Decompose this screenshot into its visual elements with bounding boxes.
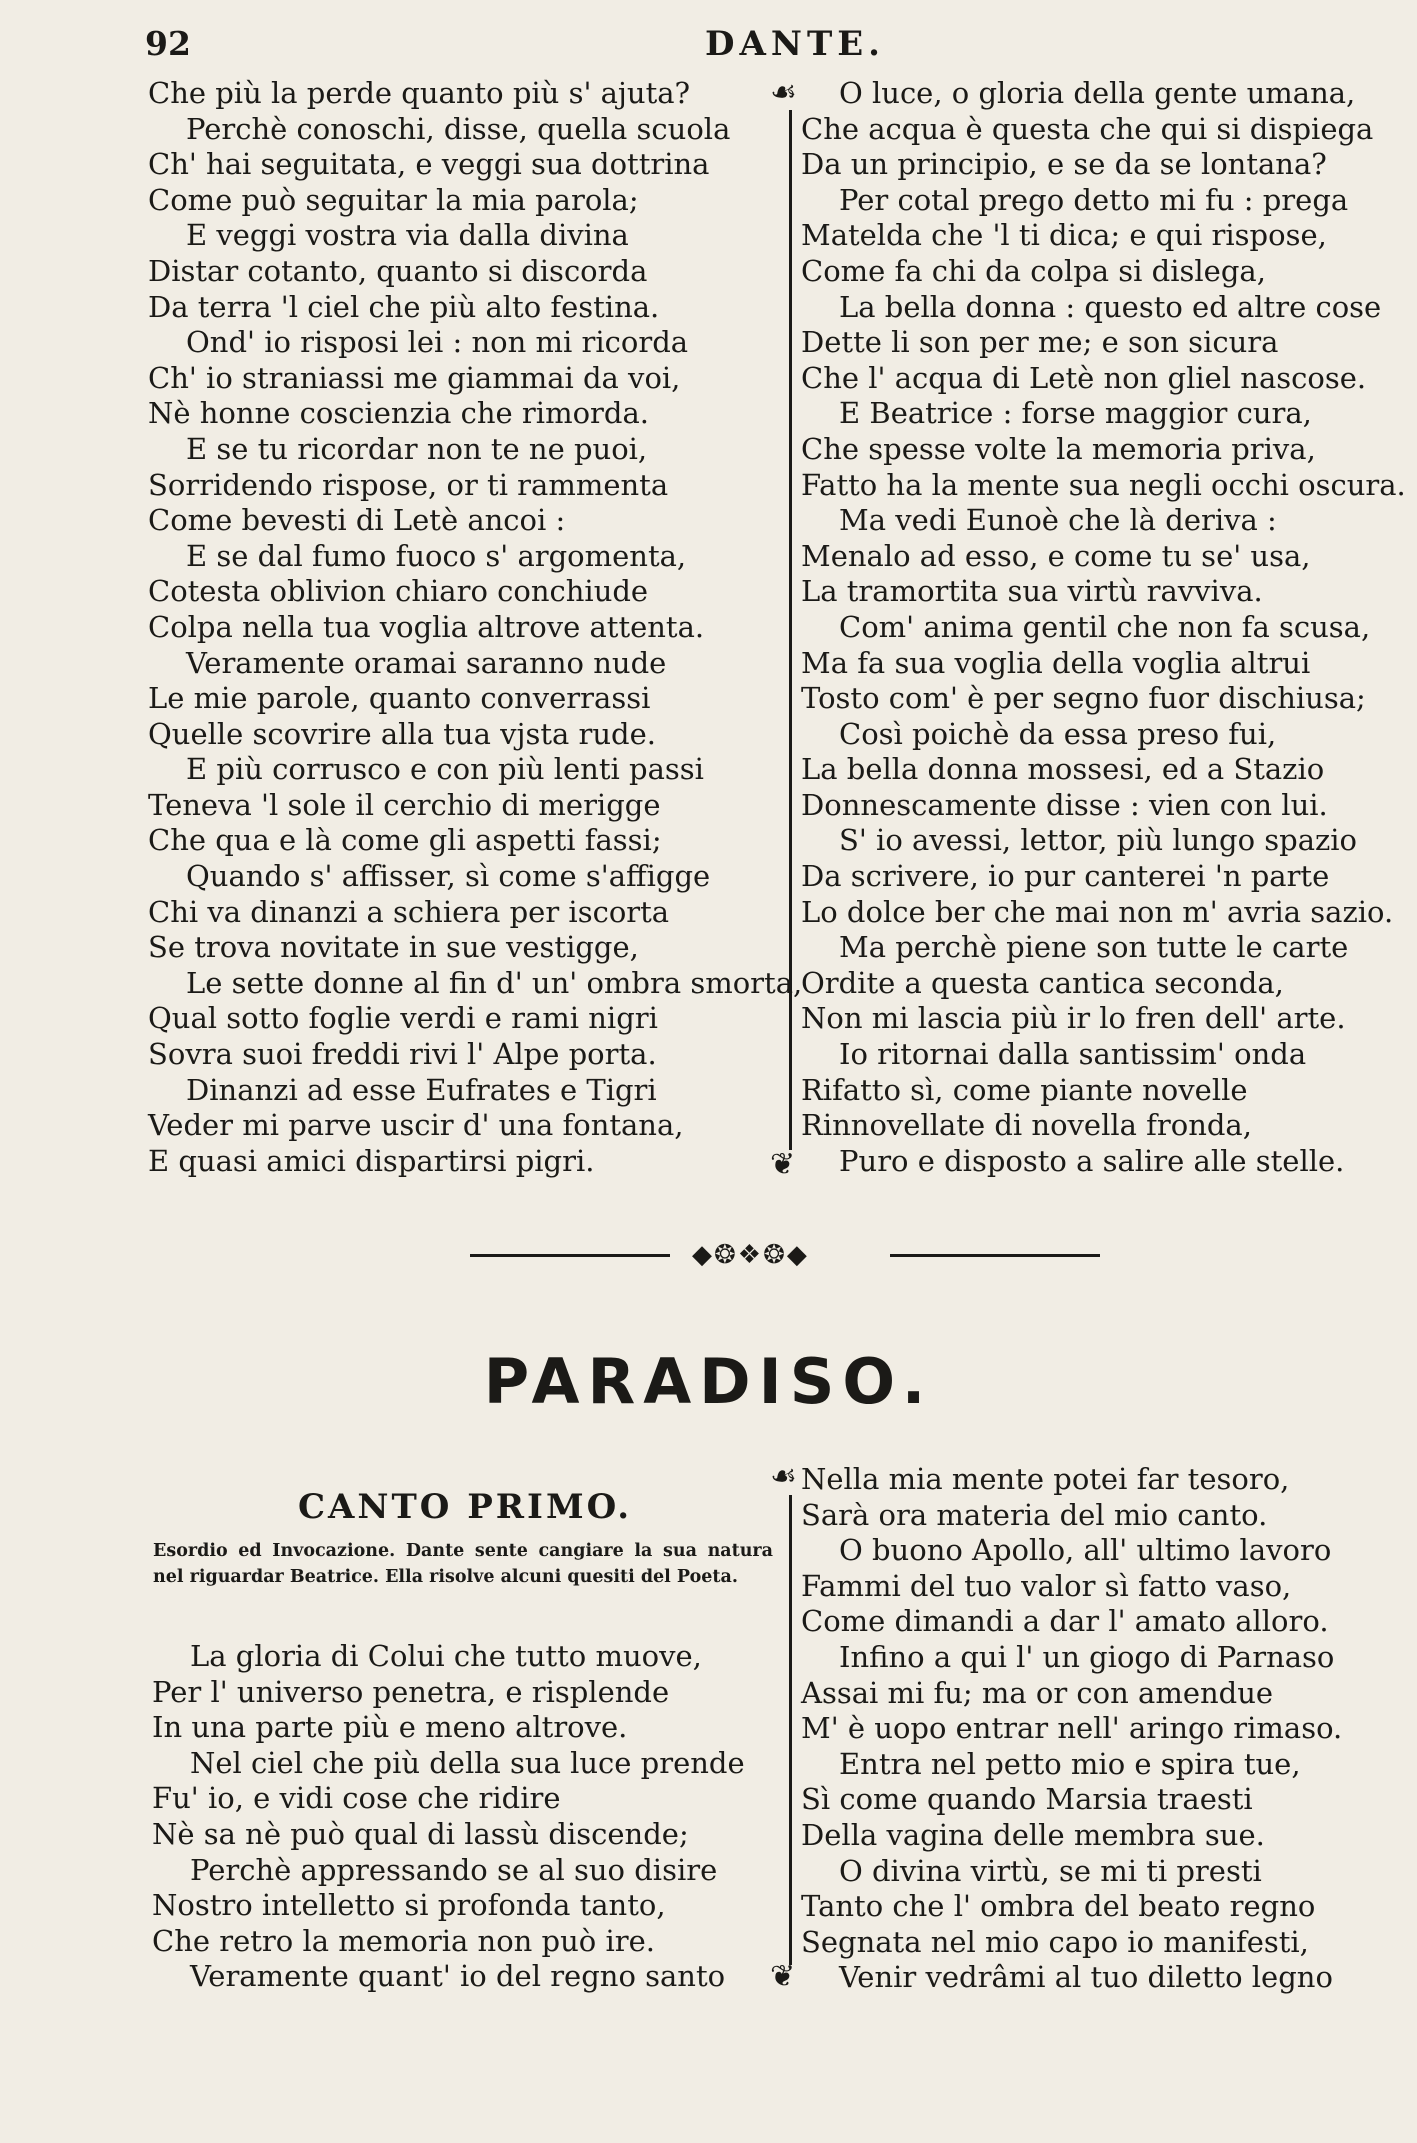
verse-line: Nel ciel che più della sua luce prende: [190, 1745, 745, 1780]
verse-line: Entra nel petto mio e spira tue,: [839, 1746, 1301, 1781]
verse-line: Sarà ora materia del mio canto.: [801, 1497, 1268, 1532]
verse-line: O divina virtù, se mi ti presti: [839, 1853, 1262, 1888]
verse-line: Cotesta oblivion chiaro conchiude: [148, 574, 649, 609]
verse-line: Venir vedrâmi al tuo diletto legno: [839, 1960, 1333, 1995]
verse-line: Dinanzi ad esse Eufrates e Tigri: [186, 1072, 657, 1107]
column-rule: [789, 110, 792, 1150]
verse-line: Ordite a questa cantica seconda,: [801, 965, 1284, 1000]
verse-line: In una parte più e meno altrove.: [152, 1710, 628, 1745]
verse-line: Se trova novitate in sue vestigge,: [148, 930, 639, 965]
verse-line: Quando s' affisser, sì come s'affigge: [186, 859, 711, 894]
verse-line: Colpa nella tua voglia altrove attenta.: [148, 609, 705, 644]
verse-line: Che l' acqua di Letè non gliel nascose.: [801, 360, 1367, 395]
verse-line: La bella donna mossesi, ed a Stazio: [801, 752, 1325, 787]
verse-line: Della vagina delle membra sue.: [801, 1817, 1265, 1852]
verse-line: Dette li son per me; e son sicura: [801, 325, 1279, 360]
verse-line: Tosto com' è per segno fuor dischiusa;: [801, 681, 1366, 716]
verse-line: E quasi amici dispartirsi pigri.: [148, 1143, 595, 1178]
verse-line: E se dal fumo fuoco s' argomenta,: [186, 538, 687, 573]
verse-line: Ma perchè piene son tutte le carte: [839, 930, 1349, 965]
fleuron-icon: ❦: [770, 1147, 796, 1182]
verse-line: Nella mia mente potei far tesoro,: [801, 1462, 1290, 1496]
purgatorio-left-column: [148, 76, 803, 1182]
purgatorio-right-column: [801, 76, 1406, 1179]
verse-line: S' io avessi, lettor, più lungo spazio: [839, 823, 1357, 858]
verse-line: Ch' io straniassi me giammai da voi,: [148, 360, 681, 395]
verse-line: Come bevesti di Letè ancoi :: [148, 503, 566, 538]
verse-line: Nè sa nè può qual di lassù discende;: [152, 1816, 689, 1851]
verse-line: Menalo ad esso, e come tu se' usa,: [801, 538, 1311, 573]
paradiso-left-column: [152, 1639, 745, 1995]
divider-ornament-icon: ◆❂❖❂◆: [692, 1240, 809, 1270]
verse-line: Che qua e là come gli aspetti fassi;: [148, 823, 662, 858]
verse-line: Fatto ha la mente sua negli occhi oscura.: [801, 467, 1406, 502]
section-title: PARADISO.: [483, 1345, 934, 1418]
verse-line: Tanto che l' ombra del beato regno: [801, 1889, 1316, 1924]
verse-line: Segnata nel mio capo io manifesti,: [801, 1924, 1309, 1959]
verse-line: Veramente quant' io del regno santo: [190, 1959, 726, 1994]
verse-line: Le sette donne al fin d' un' ombra smorta,: [186, 965, 803, 1000]
verse-line: Ch' hai seguitata, e veggi sua dottrina: [148, 147, 710, 182]
verse-line: Veder mi parve uscir d' una fontana,: [148, 1108, 684, 1143]
page-number: 92: [145, 24, 191, 63]
verse-line: O buono Apollo, all' ultimo lavoro: [839, 1533, 1332, 1568]
verse-line: Infino a qui l' un giogo di Parnaso: [839, 1639, 1335, 1674]
fleuron-icon: ☙: [770, 1459, 797, 1494]
verse-line: Come dimandi a dar l' amato alloro.: [801, 1604, 1329, 1639]
verse-line: Rinnovellate di novella fronda,: [801, 1108, 1252, 1143]
verse-line: Fu' io, e vidi cose che ridire: [152, 1781, 561, 1816]
verse-line: Quelle scovrire alla tua vjsta rude.: [148, 716, 656, 751]
verse-line: Sorridendo rispose, or ti rammenta: [148, 467, 669, 502]
verse-line: Che retro la memoria non può ire.: [152, 1923, 655, 1958]
paradiso-right-column: [801, 1462, 1342, 1996]
verse-line: Ond' io risposi lei : non mi ricorda: [186, 325, 689, 360]
verse-line: Da terra 'l ciel che più alto festina.: [148, 289, 660, 324]
verse-line: Da scrivere, io pur canterei 'n parte: [801, 859, 1330, 894]
running-title: DANTE.: [705, 24, 885, 64]
verse-line: Donnescamente disse : vien con lui.: [801, 787, 1328, 822]
verse-line: Rifatto sì, come piante novelle: [801, 1072, 1248, 1107]
running-head: [145, 24, 1347, 70]
verse-line: Nè honne coscienzia che rimorda.: [148, 396, 649, 431]
canto-argument: Esordio ed Invocazione. Dante sente cangiare la sua natura nel riguardar Beatrice. Ella risolve alcuni quesiti del Poeta.: [153, 1541, 773, 1587]
verse-line: Così poichè da essa preso fui,: [839, 716, 1277, 751]
verse-line: O luce, o gloria della gente umana,: [839, 76, 1356, 110]
verse-line: Perchè conoschi, disse, quella scuola: [186, 111, 731, 146]
verse-line: Come fa chi da colpa si dislega,: [801, 253, 1266, 288]
verse-line: La gloria di Colui che tutto muove,: [190, 1639, 702, 1673]
fleuron-icon: ❦: [770, 1959, 796, 1994]
verse-line: Che più la perde quanto più s' ajuta?: [148, 76, 691, 110]
fleuron-icon: ☙: [770, 75, 797, 110]
verse-line: Le mie parole, quanto converrassi: [148, 681, 651, 716]
verse-line: Che spesse volte la memoria priva,: [801, 431, 1316, 466]
verse-line: Perchè appressando se al suo disire: [190, 1852, 718, 1887]
verse-line: La tramortita sua virtù ravviva.: [801, 574, 1263, 609]
verse-line: Sovra suoi freddi rivi l' Alpe porta.: [148, 1037, 657, 1072]
verse-line: Per cotal prego detto mi fu : prega: [839, 182, 1349, 217]
verse-line: Sì come quando Marsia traesti: [801, 1782, 1253, 1817]
verse-line: Lo dolce ber che mai non m' avria sazio.: [801, 894, 1394, 929]
verse-line: M' è uopo entrar nell' aringo rimaso.: [801, 1711, 1343, 1746]
verse-line: Qual sotto foglie verdi e rami nigri: [148, 1001, 658, 1036]
verse-line: Per l' universo penetra, e risplende: [152, 1674, 670, 1709]
verse-line: E Beatrice : forse maggior cura,: [839, 396, 1312, 431]
verse-line: La bella donna : questo ed altre cose: [839, 289, 1382, 324]
verse-line: Ma fa sua voglia della voglia altrui: [801, 645, 1311, 680]
verse-line: Nostro intelletto si profonda tanto,: [152, 1888, 666, 1923]
section-divider: [470, 1240, 1100, 1270]
verse-line: E veggi vostra via dalla divina: [186, 218, 629, 253]
verse-line: Che acqua è questa che qui si dispiega: [801, 111, 1374, 146]
verse-line: Veramente oramai saranno nude: [186, 645, 667, 680]
canto-title: CANTO PRIMO.: [297, 1487, 633, 1527]
verse-line: Io ritornai dalla santissim' onda: [839, 1037, 1307, 1072]
verse-line: Distar cotanto, quanto si discorda: [148, 253, 648, 288]
verse-line: Teneva 'l sole il cerchio di merigge: [148, 787, 661, 822]
verse-line: Chi va dinanzi a schiera per iscorta: [148, 894, 670, 929]
verse-line: Da un principio, e se da se lontana?: [801, 147, 1327, 182]
verse-line: Ma vedi Eunoè che là deriva :: [839, 503, 1277, 538]
verse-line: Come può seguitar la mia parola;: [148, 182, 639, 217]
verse-line: Assai mi fu; ma or con amendue: [801, 1675, 1274, 1710]
verse-line: Puro e disposto a salire alle stelle.: [839, 1143, 1345, 1178]
verse-line: E se tu ricordar non te ne puoi,: [186, 431, 648, 466]
verse-line: Fammi del tuo valor sì fatto vaso,: [801, 1568, 1292, 1603]
column-rule: [789, 1495, 792, 1965]
verse-line: Com' anima gentil che non fa scusa,: [839, 609, 1371, 644]
verse-line: E più corrusco e con più lenti passi: [186, 752, 704, 787]
verse-line: Matelda che 'l ti dica; e qui rispose,: [801, 218, 1327, 253]
verse-line: Non mi lascia più ir lo fren dell' arte.: [801, 1001, 1346, 1036]
